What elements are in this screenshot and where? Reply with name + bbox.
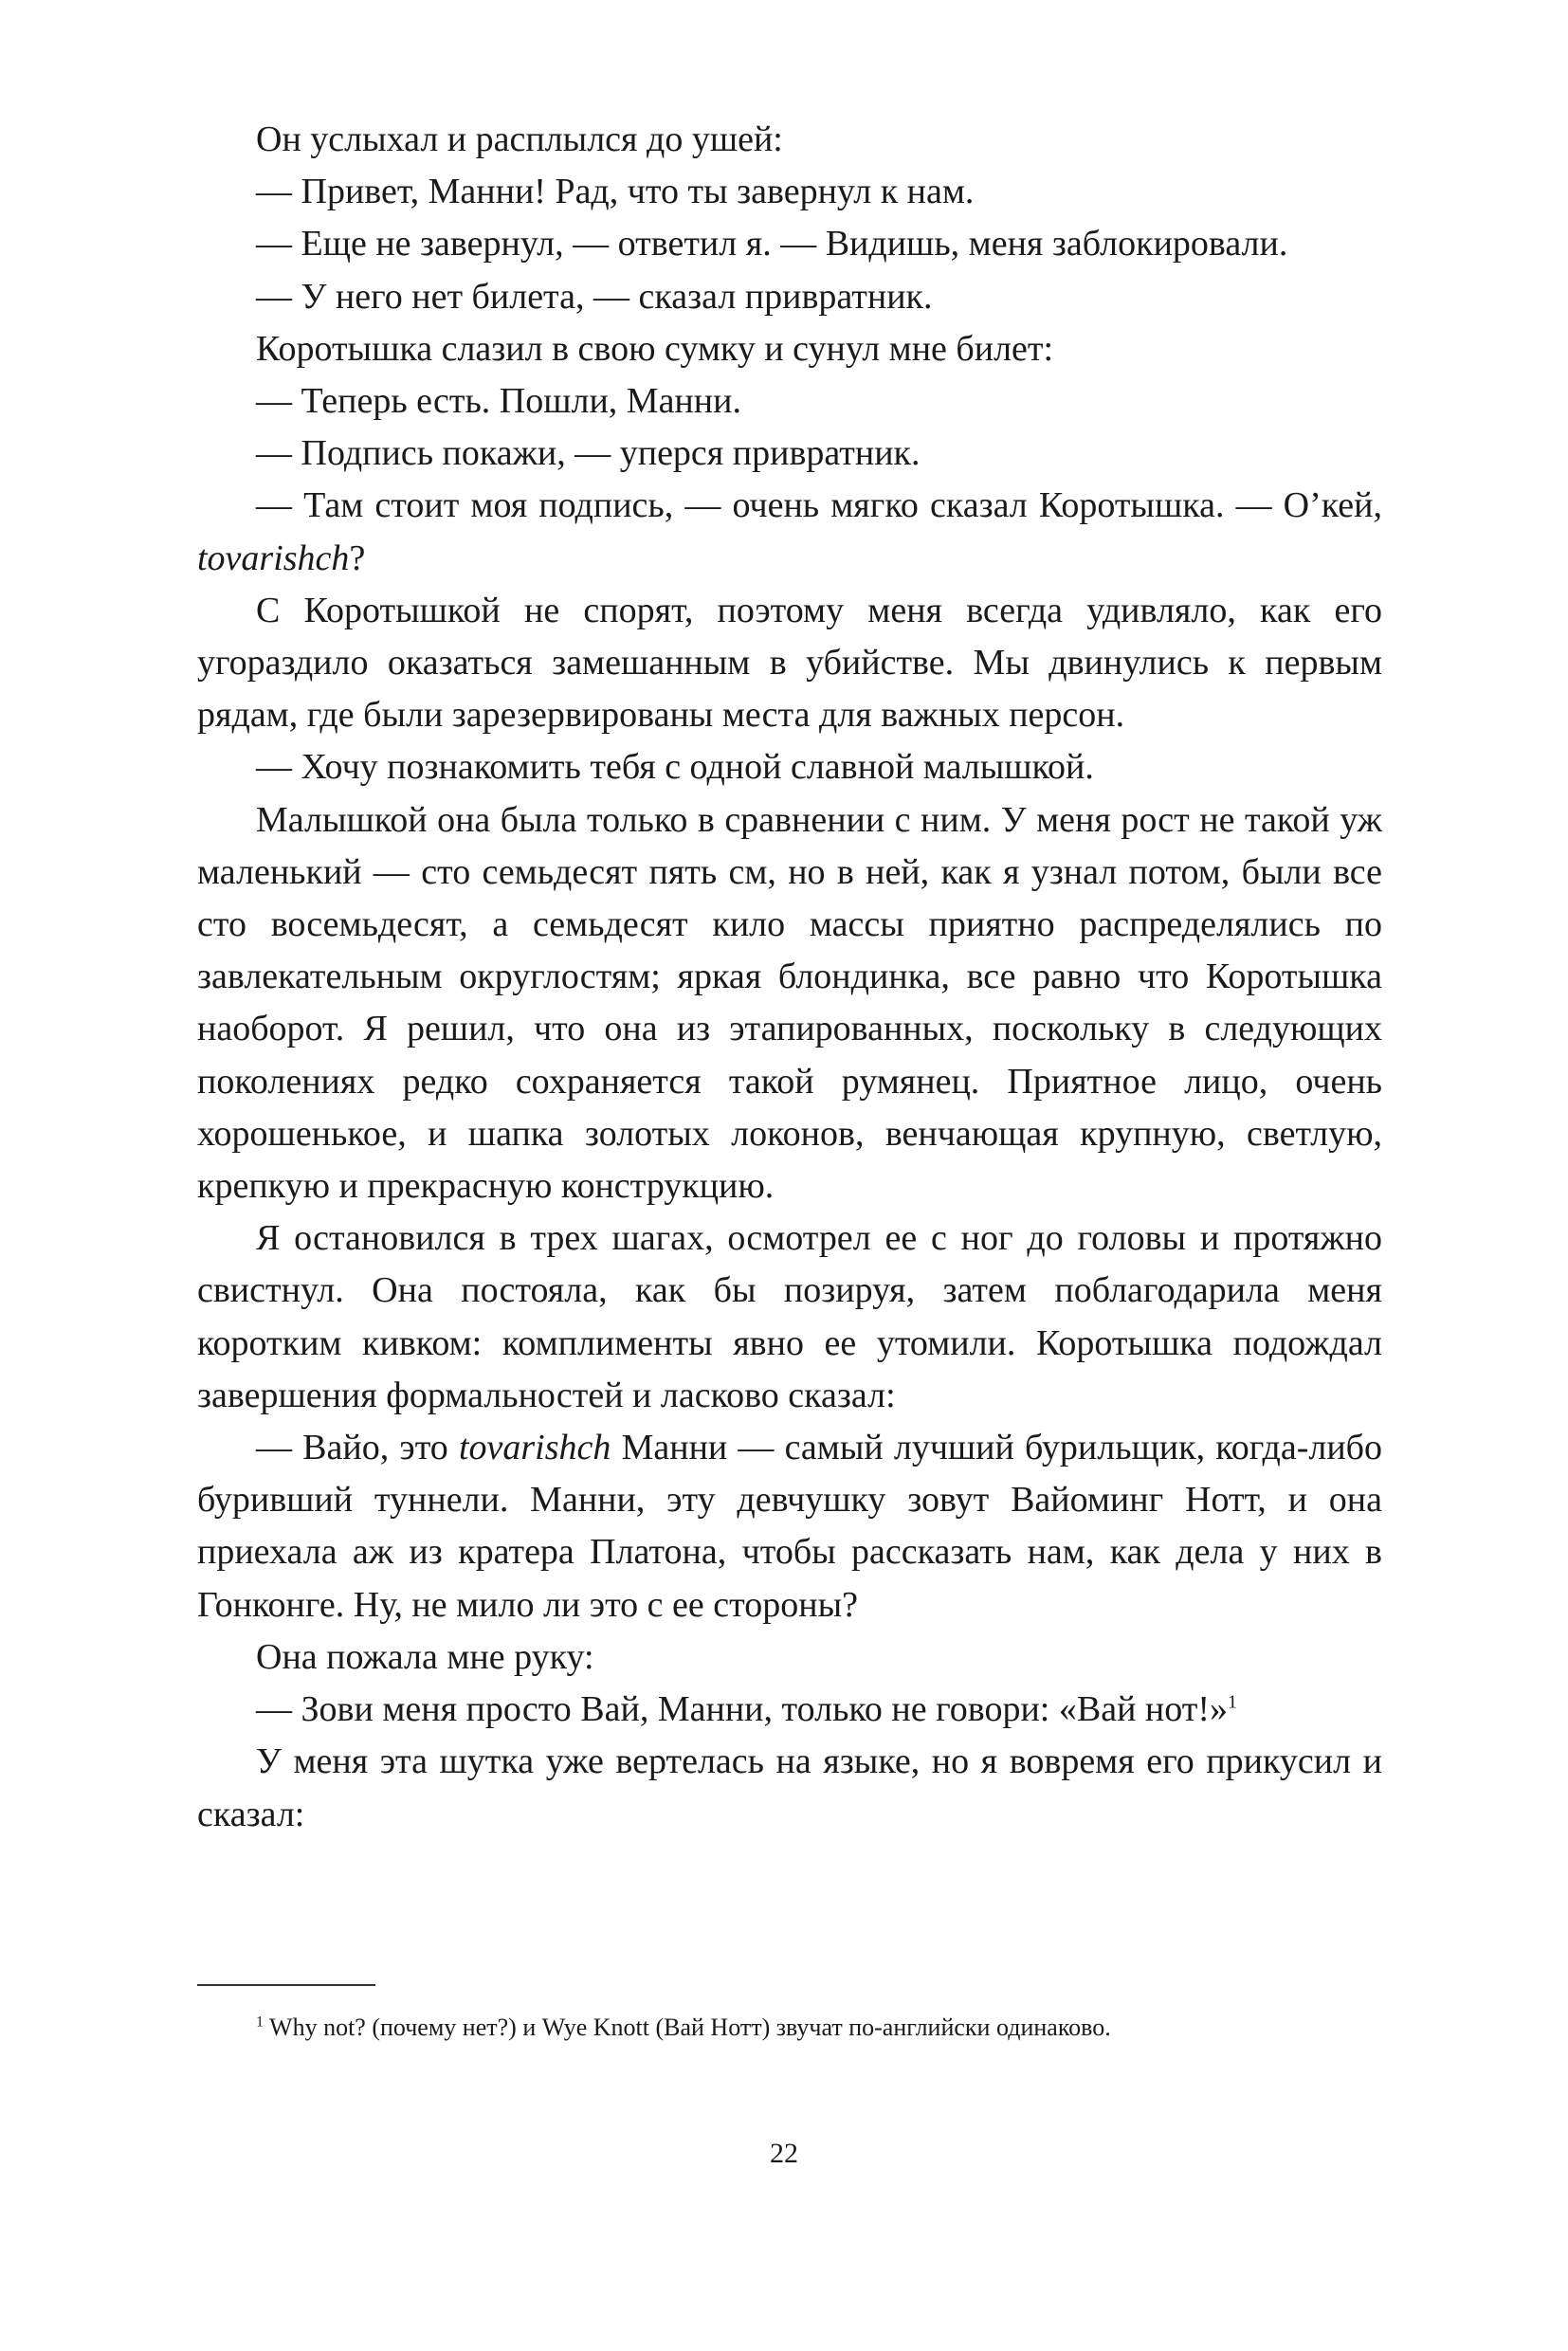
paragraph: У меня эта шутка уже вертелась на языке, но я вовремя его прикусил и сказал: [197,1741,1382,1834]
italic-word: tovarishch [197,538,350,578]
footnote-marker: 1 [256,2014,264,2031]
italic-word: tovarishch [458,1428,611,1468]
footnote-text: Why not? (почему нет?) и Wye Knott (Вай Нотт) звучат по-английски одинаково. [269,2014,1111,2041]
paragraph-text: Манни — самый лучший бурильщик, когда-либо буривший туннели. Манни, эту девчушку зовут Вайоминг Нотт, и она приехала аж из кратера Платона, чтобы рассказать нам, как дела у них в Гонконге. Ну, не мило ли это с ее стороны? [197,1428,1382,1625]
paragraph: Коротышка слазил в свою сумку и сунул мне билет: [256,328,1054,369]
footnote-reference: 1 [1228,1691,1237,1713]
paragraph: Он услыхал и расплылся до ушей: [256,119,783,159]
paragraph [197,1422,1382,1631]
paragraph-text: ? [349,538,366,578]
paragraph: С Коротышкой не спорят, поэтому меня всегда удивляло, как его угораздило оказаться замешанным в убийстве. Мы двинулись к первым рядам, где были зарезервированы места для важных персон. [197,590,1382,736]
paragraph: — Привет, Манни! Рад, что ты завернул к нам. [256,172,975,212]
body-text [197,114,1382,1841]
paragraph: Она пожала мне руку: [256,1636,594,1677]
paragraph: — У него нет билета, — сказал привратник. [256,276,933,317]
paragraph: — Подпись покажи, — уперся привратник. [256,433,921,474]
paragraph [197,1684,1382,1736]
paragraph-text: — Там стоит моя подпись, — очень мягко сказал Коротышка. — О’кей, [256,485,1382,526]
paragraph [197,480,1382,584]
paragraph: Я остановился в трех шагах, осмотрел ее с ног до головы и протяжно свистнул. Она постояла, как бы позируя, затем поблагодарила меня коротким кивком: комплименты явно ее утомили. Коротышка подождал завершения формальностей и ласково сказал: [197,1218,1382,1415]
footnote [197,2007,1382,2049]
footnote-divider [197,1984,375,1986]
paragraph-text: — Вайо, это [256,1428,459,1468]
page-number: 22 [770,2138,798,2169]
paragraph: — Теперь есть. Пошли, Манни. [256,381,741,422]
paragraph: — Хочу познакомить тебя с одной славной малышкой. [256,747,1094,788]
paragraph-text: — Зови меня просто Вай, Манни, только не говори: «Вай нот!» [256,1689,1228,1730]
paragraph: — Еще не завернул, — ответил я. — Видишь, меня заблокировали. [256,224,1288,264]
paragraph: Малышкой она была только в сравнении с ним. У меня рост не такой уж маленький — сто семьдесят пять см, но в ней, как я узнал потом, были все сто восемьдесят, а семьдесят кило массы приятно распределялись по завлекательным округлостям; яркая блондинка, все равно что Коротышка наоборот. Я решил, что она из этапированных, поскольку в следующих поколениях редко сохраняется такой румянец. Приятное лицо, очень хорошенькое, и шапка золотых локонов, венчающая крупную, светлую, крепкую и прекрасную конструкцию. [197,799,1382,1207]
